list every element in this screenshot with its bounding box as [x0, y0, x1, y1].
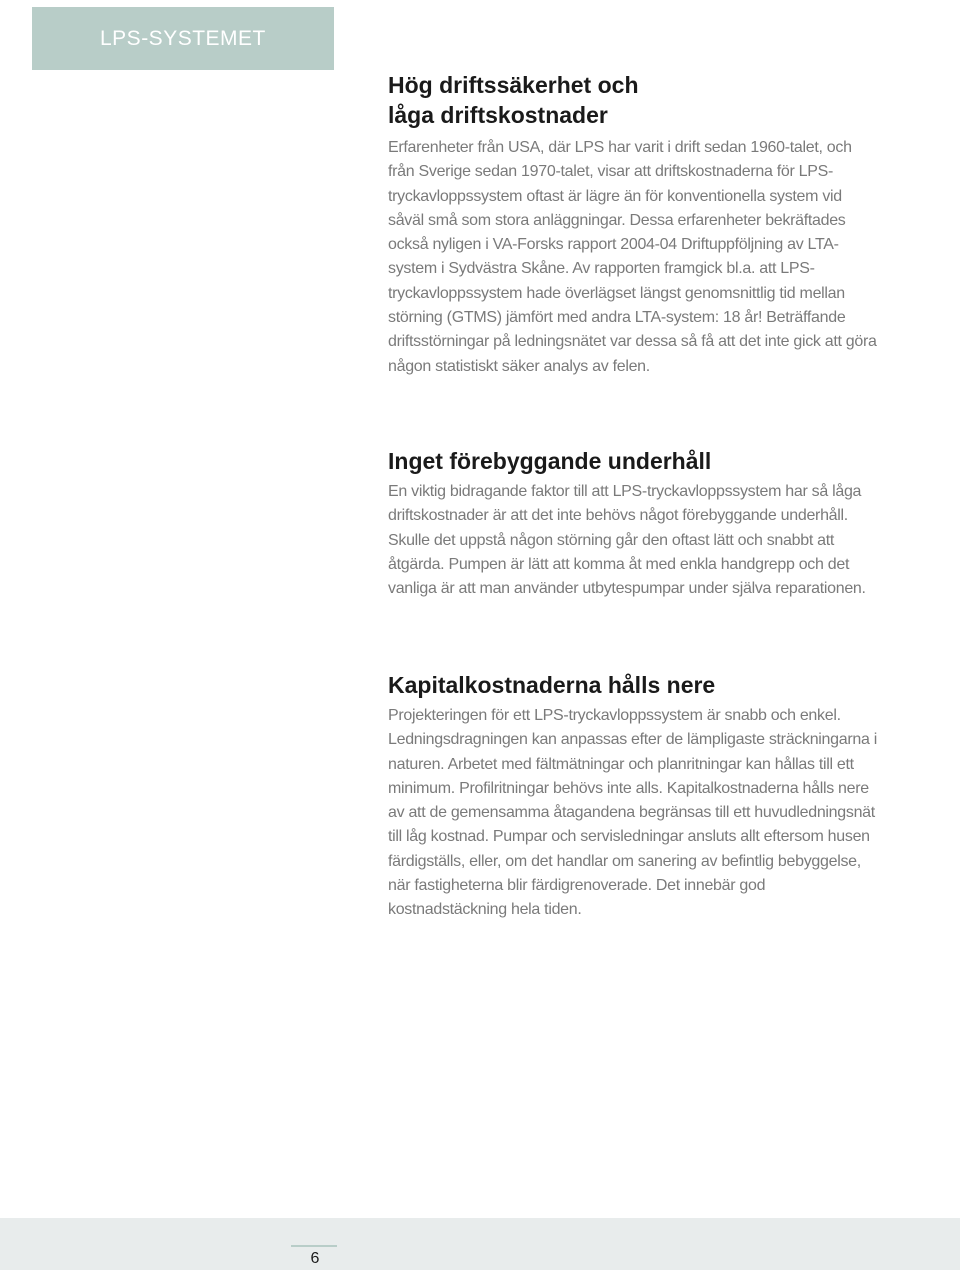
section-body: Projekteringen för ett LPS-tryckavloppssystem är snabb och enkel. Ledningsdragningen kan anpassas efter de lämpligaste sträckningarna i naturen. Arbetet med fältmätningar och planritningar kan hållas till ett minimum. Profilritningar behövs inte alls. Kapitalkostnaderna hålls nere av att de gemensamma åtagandena begränsas till ett huvudledningsnät till låg kostnad. Pumpar och servisledningar ansluts allt eftersom husen färdigställs, eller, om det handlar om sanering av befintlig bebyggelse, när fastigheterna blir färdigrenoverade. Det innebär god kostnadstäckning hela tiden. [388, 707, 877, 919]
page-number: 6 [310, 1250, 320, 1267]
section-driftssakerhet [388, 70, 878, 379]
footer-divider [291, 1245, 337, 1247]
section-heading [388, 70, 878, 130]
heading-line-2: låga driftskostnader [388, 102, 608, 128]
section-body: Erfarenheter från USA, där LPS har varit i drift sedan 1960-talet, och från Sverige sedan 1970-talet, visar att driftskostnaderna för LPS-tryckavloppssystem oftast är lägre än för konventionella system vid såväl små som stora anläggningar. Dessa erfarenheter bekräftades också nyligen i VA-Forsks rapport 2004-04 Driftuppföljning av LTA-system i Sydvästra Skåne. Av rapporten framgick bl.a. att LPS-tryckavloppssystem hade överlägset längst genomsnittlig tid mellan störning (GTMS) jämfört med andra LTA-system: 18 år! Beträffande driftsstörningar på ledningsnätet var dessa så få att det inte gick att göra någon statistiskt säker analys av felen. [388, 139, 877, 375]
footer-band [0, 1218, 960, 1270]
section-underhall [388, 446, 878, 601]
section-tab-label: LPS-SYSTEMET [100, 26, 266, 50]
section-kapitalkostnader [388, 670, 878, 923]
section-tab [32, 7, 334, 70]
section-heading: Kapitalkostnaderna hålls nere [388, 672, 716, 698]
section-heading: Inget förebyggande underhåll [388, 448, 712, 474]
section-body: En viktig bidragande faktor till att LPS-tryckavloppssystem har så låga driftskostnader är att det inte behövs något förebyggande underhåll. Skulle det uppstå någon störning går den oftast lätt och snabbt att åtgärda. Pumpen är lätt att komma åt med enkla handgrepp och det vanliga är att man använder utbytespumpar under själva reparationen. [388, 483, 866, 598]
heading-line-1: Hög driftssäkerhet och [388, 72, 639, 98]
